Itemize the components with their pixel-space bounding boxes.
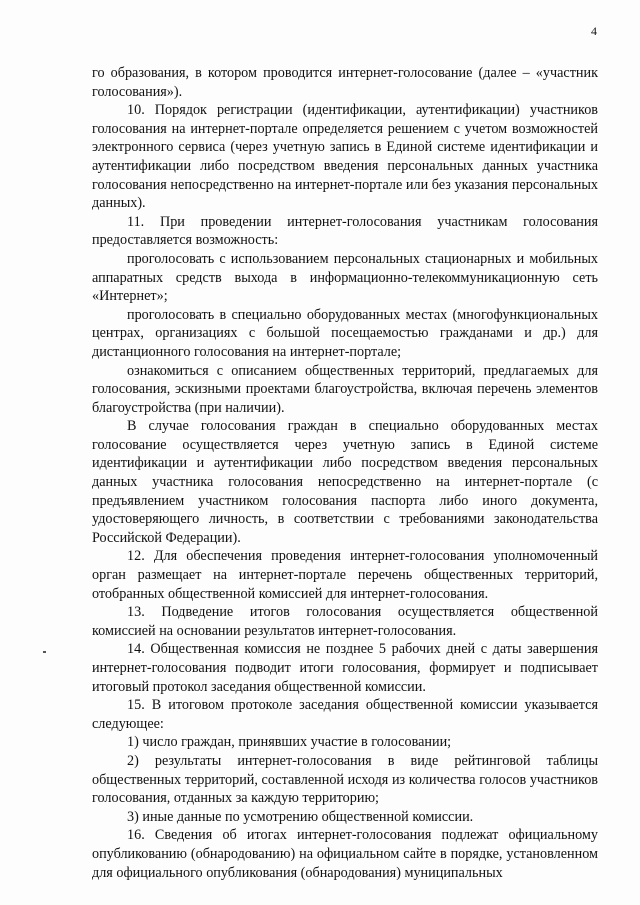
paragraph-11-voting-options: 11. При проведении интернет-голосования участникам голосования предоставляется возможность: bbox=[92, 213, 598, 249]
paragraph-option-personal-devices: проголосовать с использованием персональных стационарных и мобильных аппаратных средств выхода в информационно-телекоммуникационную сеть «Интернет»; bbox=[92, 250, 598, 305]
paragraph-15-item-3: 3) иные данные по усмотрению общественной комиссии. bbox=[127, 808, 474, 825]
paragraph-13-results-summary: 13. Подведение итогов голосования осуществляется общественной комиссией на основании результатов интернет-голосования. bbox=[92, 604, 598, 639]
paragraph-15-item-2: 2) результаты интернет-голосования в виде рейтинговой таблицы общественных территорий, составленной исходя из количества голосов участников голосования, отданных за каждую территорию; bbox=[92, 752, 598, 807]
paragraph-14-commission-deadline: 14. Общественная комиссия не позднее 5 рабочих дней с даты завершения интернет-голосования подводит итоги голосования, формирует и подписывает итоговый протокол заседания общественной комиссии. bbox=[92, 641, 598, 695]
paragraph-option-review-territories: ознакомиться с описанием общественных территорий, предлагаемых для голосования, эскизными проектами благоустройства, включая перечень элементов благоустройства (при наличии). bbox=[92, 362, 598, 416]
paragraph-12-territory-list: 12. Для обеспечения проведения интернет-голосования уполномоченный орган размещает на интернет-портале перечень общественных территорий, отобранных общественной комиссией для интернет-голосования. bbox=[92, 548, 598, 602]
paragraph-option-equipped-places: проголосовать в специально оборудованных местах (многофункциональных центрах, организациях с большой посещаемостью гражданами и др.) для дистанционного голосования на интернет-портале; bbox=[92, 306, 598, 360]
document-body bbox=[92, 64, 598, 882]
paragraph-equipped-places-procedure: В случае голосования граждан в специально оборудованных местах голосование осуществляется через учетную запись в Единой системе идентификации и аутентификации либо посредством введения персональных данных участника голосования непосредственно на интернет-портале (с предъявлением участником голосования паспорта либо иного документа, удостоверяющего личность, в соответствии с требованиями законодательства Российской Федерации). bbox=[92, 418, 598, 546]
paragraph-16-publication: 16. Сведения об итогах интернет-голосования подлежат официальному опубликованию (обнародованию) на официальном сайте в порядке, установленном для официального опубликования (обнародования) муниципальных bbox=[92, 827, 598, 881]
paragraph-10-registration: 10. Порядок регистрации (идентификации, аутентификации) участников голосования на интернет-портале определяется решением с учетом возможностей электронного сервиса (через учетную запись в Единой системе идентификации и аутентификации либо посредством введения персональных данных участника голосования непосредственно на интернет-портале или без указания персональных данных). bbox=[92, 102, 598, 212]
paragraph-15-item-1: 1) число граждан, принявших участие в голосовании; bbox=[127, 734, 452, 751]
paragraph-15-protocol-contents: 15. В итоговом протоколе заседания общественной комиссии указывается следующее: bbox=[92, 697, 598, 732]
page-number: 4 bbox=[591, 24, 597, 38]
margin-mark bbox=[43, 651, 46, 653]
paragraph-continuation: го образования, в котором проводится интернет-голосование (далее – «участник голосования»). bbox=[92, 65, 598, 100]
